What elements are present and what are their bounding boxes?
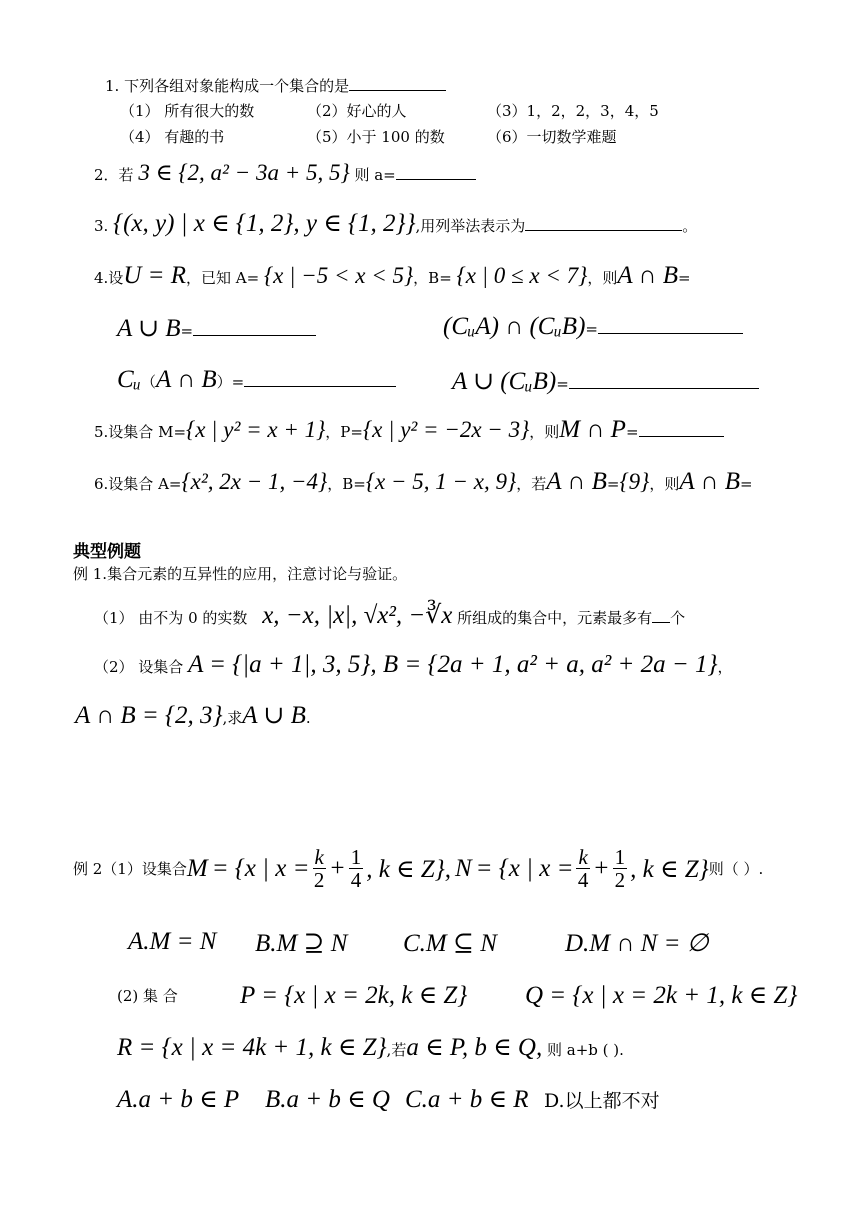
ex1-part2-period: . xyxy=(305,709,311,727)
q2-math: 3 ∈ {2, a² − 3a + 5, 5} xyxy=(138,160,350,185)
q4-intersection: A ∩ B xyxy=(617,262,678,289)
q2-prefix: 2．若 xyxy=(94,166,134,184)
q1-stem-line xyxy=(105,75,446,96)
q2-suffix: 则 a= xyxy=(354,166,396,184)
ex2-N-set-left: = {x | x = xyxy=(475,854,574,882)
q1-option-4: （4） 有趣的书 xyxy=(120,128,225,146)
q4-cu: Cᵤ xyxy=(117,366,141,393)
ex2-M-set-left: = {x | x = xyxy=(211,854,310,882)
q6-line xyxy=(94,468,753,496)
q4-union-line xyxy=(117,313,316,343)
ex2-option-B: B.M ⊇ N xyxy=(255,930,348,957)
ex2-frac-12-num: 1 xyxy=(614,845,626,869)
ex1-part2-condition: A ∩ B = {2, 3} xyxy=(75,702,223,729)
q6-eq2: = xyxy=(740,475,753,493)
ex1-part1-end: 个 xyxy=(670,609,686,627)
q4-universe: U = R xyxy=(123,262,187,289)
ex2-prefix: 例 2（1）设集合 xyxy=(73,860,187,878)
q4-a-cub-eq: = xyxy=(556,375,569,393)
ex2-frac-14-den: 4 xyxy=(350,868,362,892)
ex2-frac-k4-den: 4 xyxy=(577,868,589,892)
q2-line xyxy=(94,160,476,186)
q4-cu-paren-r: ）= xyxy=(216,373,245,391)
q3-end: 。 xyxy=(682,217,698,235)
q6-text3: ，则 xyxy=(649,475,680,493)
q1-option-2: （2）好心的人 xyxy=(307,102,407,120)
q4-a-cub-line xyxy=(452,366,759,396)
q1-option-6-wrap xyxy=(487,126,617,147)
q6-setB: {x − 5, 1 − x, 9} xyxy=(365,469,517,494)
ex2-option-C: C.M ⊆ N xyxy=(403,930,497,957)
q4-complement-intersection: (CᵤA) ∩ (CᵤB) xyxy=(443,313,586,340)
q4-cu-ab: A ∩ B xyxy=(156,366,217,393)
q3-suffix: ,用列举法表示为 xyxy=(415,217,526,235)
ex2-part2-line2 xyxy=(117,1032,624,1062)
q4-complement-int-eq: = xyxy=(585,320,598,338)
ex2-condition: a ∈ P, b ∈ Q, xyxy=(406,1034,543,1061)
ex2-plus-1: + xyxy=(328,854,346,882)
q6-ab2: A ∩ B xyxy=(679,468,741,495)
ex2-N: N xyxy=(454,854,472,882)
q4-a-union-cub: A ∪ (CᵤB) xyxy=(452,368,557,395)
ex2-plus-2: + xyxy=(592,854,610,882)
q4-complement-int-blank xyxy=(598,319,743,334)
ex2-M-set-right: , k ∈ Z}, xyxy=(366,855,451,883)
ex1-part2-math: A = {|a + 1|, 3, 5}, B = {2a + 1, a² + a, a² + 2a − 1} xyxy=(188,651,718,678)
ex1-part2-line2 xyxy=(75,700,311,730)
ex2-frac-k4-num: k xyxy=(578,845,588,869)
q4-a-cub-blank xyxy=(569,374,759,389)
ex1-part1-line xyxy=(94,600,685,630)
ex2-frac-k2 xyxy=(313,846,326,891)
q4-complement-int-line xyxy=(443,313,743,341)
q1-option-6: （6）一切数学难题 xyxy=(487,128,617,146)
ex1-part1-blank xyxy=(652,608,670,623)
ex2-set-P: P = {x | x = 2k, k ∈ Z} xyxy=(240,982,468,1009)
q1-option-2-wrap xyxy=(307,100,407,121)
ex2-frac-12-den: 2 xyxy=(614,868,626,892)
q4-setB: {x | 0 ≤ x < 7} xyxy=(456,263,588,288)
ex2-option-D: D.M ∩ N = ∅ xyxy=(565,930,709,957)
ex2-N-set-right: , k ∈ Z} xyxy=(630,855,709,883)
q3-line xyxy=(94,208,697,238)
q5-prefix: 5.设集合 M= xyxy=(94,423,187,441)
q4-cu-paren-l: （ xyxy=(141,373,157,391)
q4-text3: ，则 xyxy=(587,269,618,287)
q5-mp: M ∩ P xyxy=(559,416,626,443)
q1-option-3: （3）1，2，2，3，4，5 xyxy=(487,102,659,120)
q4-setA: {x | −5 < x < 5} xyxy=(263,263,414,288)
ex2-part1-line xyxy=(73,846,763,891)
ex1-part1-math: x, −x, |x|, √x², −∛x xyxy=(262,602,453,629)
q6-ab: A ∩ B xyxy=(546,468,607,495)
q4-prefix: 4.设 xyxy=(94,269,124,287)
ex2-frac-k2-num: k xyxy=(314,845,324,869)
q6-setA: {x², 2x − 1, −4} xyxy=(181,469,328,494)
q4-union-eq: = xyxy=(180,322,194,340)
ex2-answer-D: D.以上都不对 xyxy=(544,1090,660,1112)
q5-text2: ，则 xyxy=(529,423,560,441)
q4-union: A ∪ B xyxy=(117,315,181,342)
q4-text2: ，B= xyxy=(413,269,452,287)
q6-nine: {9} xyxy=(619,469,650,494)
q5-line xyxy=(94,416,724,444)
q5-setP: {x | y² = −2x − 3} xyxy=(362,417,530,442)
q1-answer-blank xyxy=(349,76,446,91)
ex2-set-Q: Q = {x | x = 2k + 1, k ∈ Z} xyxy=(525,982,798,1009)
q6-prefix: 6.设集合 A= xyxy=(94,475,182,493)
ex2-frac-k4 xyxy=(576,846,589,891)
q1-option-5-wrap xyxy=(307,126,445,147)
q3-answer-blank xyxy=(525,216,682,231)
ex2-frac-14 xyxy=(349,846,364,891)
ex2-answer-B: B.a + b ∈ Q xyxy=(265,1086,390,1113)
q1-option-4-wrap xyxy=(120,126,224,147)
ex1-part2-prefix: （2） 设集合 xyxy=(94,658,184,676)
q4-eq: = xyxy=(678,269,691,287)
ex1-intro: 例 1.集合元素的互异性的应用，注意讨论与验证。 xyxy=(73,565,408,583)
q5-blank xyxy=(639,422,724,437)
ex1-part2-ask: ,求 xyxy=(222,709,243,727)
ex1-part1-suffix: 所组成的集合中，元素最多有 xyxy=(457,609,653,627)
q1-option-1: （1） 所有很大的数 xyxy=(120,102,255,120)
q2-answer-blank xyxy=(396,165,476,180)
q1-options-row1 xyxy=(120,100,254,121)
ex2-option-A: A.M = N xyxy=(128,928,217,955)
ex1-part2-line xyxy=(94,651,733,679)
q5-eq: = xyxy=(625,423,639,441)
q4-cu-blank xyxy=(244,372,396,387)
q6-text1: ，B= xyxy=(327,475,366,493)
ex2-part2-if: ,若 xyxy=(386,1041,407,1059)
ex1-part2-end: ， xyxy=(717,658,733,676)
ex2-frac-k2-den: 2 xyxy=(313,868,325,892)
q4-line1 xyxy=(94,262,691,290)
q5-setM: {x | y² = x + 1} xyxy=(186,417,326,442)
q1-option-3-wrap xyxy=(487,100,659,121)
q4-union-blank xyxy=(193,321,316,336)
q6-eq1: = xyxy=(606,475,620,493)
ex2-part1-suffix: 则（ ）. xyxy=(708,860,764,878)
section-title: 典型例题 xyxy=(73,542,141,562)
q3-math: {(x, y) | x ∈ {1, 2}, y ∈ {1, 2}} xyxy=(113,210,416,237)
q6-text2: ，若 xyxy=(516,475,547,493)
ex1-part2-target: A ∪ B xyxy=(242,702,306,729)
ex1-part1-prefix: （1） 由不为 0 的实数 xyxy=(94,609,248,627)
q1-stem: 1. 下列各组对象能构成一个集合的是 xyxy=(105,77,350,95)
q1-option-5: （5）小于 100 的数 xyxy=(307,128,445,146)
ex2-answer-C: C.a + b ∈ R xyxy=(405,1086,529,1113)
ex2-part2-prefix: (2) 集 合 xyxy=(117,987,178,1005)
ex2-frac-12 xyxy=(613,846,628,891)
ex2-set-R: R = {x | x = 4k + 1, k ∈ Z} xyxy=(117,1034,387,1061)
ex2-frac-14-num: 1 xyxy=(350,845,362,869)
ex2-part2-suffix: 则 a+b ( ). xyxy=(546,1041,624,1059)
q4-text1: ，已知 A= xyxy=(186,269,260,287)
q3-prefix: 3. xyxy=(94,217,109,235)
q5-text1: ，P= xyxy=(325,423,363,441)
q4-cu-line xyxy=(117,366,396,394)
ex2-M: M xyxy=(186,854,208,882)
ex2-answer-A: A.a + b ∈ P xyxy=(117,1086,240,1113)
